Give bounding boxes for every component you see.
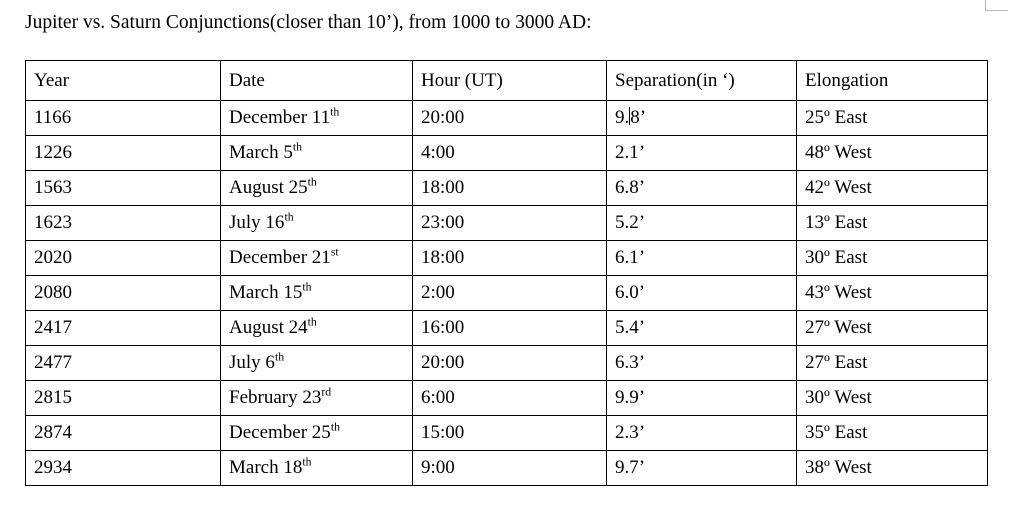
cell-hour: 20:00 <box>413 346 607 381</box>
cell-date <box>221 276 413 311</box>
column-header-hour: Hour (UT) <box>413 61 607 101</box>
cell-separation: 6.0’ <box>607 276 797 311</box>
cell-year: 2477 <box>26 346 221 381</box>
cell-hour: 20:00 <box>413 101 607 136</box>
cell-date-text: March 18 <box>229 457 303 478</box>
cell-separation: 9.7’ <box>607 451 797 486</box>
cell-elongation: 13º East <box>797 206 988 241</box>
column-header-elongation: Elongation <box>797 61 988 101</box>
cell-date-text: February 23 <box>229 387 322 408</box>
cell-elongation: 27º West <box>797 311 988 346</box>
cell-separation: 6.3’ <box>607 346 797 381</box>
cell-date-ordinal: th <box>292 140 302 154</box>
cell-separation: 5.2’ <box>607 206 797 241</box>
cell-hour: 9:00 <box>413 451 607 486</box>
cell-date-text: December 21 <box>229 247 331 268</box>
cell-date <box>221 101 413 136</box>
table-row <box>26 416 988 451</box>
table-row <box>26 311 988 346</box>
table-row <box>26 381 988 416</box>
cell-year: 1226 <box>26 136 221 171</box>
cell-separation: 2.3’ <box>607 416 797 451</box>
cell-year: 1623 <box>26 206 221 241</box>
cell-date-ordinal: th <box>284 210 294 224</box>
table-row <box>26 171 988 206</box>
cell-elongation: 27º East <box>797 346 988 381</box>
column-header-year: Year <box>26 61 221 101</box>
cell-hour: 6:00 <box>413 381 607 416</box>
cell-year: 1166 <box>26 101 221 136</box>
cell-year: 2020 <box>26 241 221 276</box>
column-header-date: Date <box>221 61 413 101</box>
cell-hour: 15:00 <box>413 416 607 451</box>
table-row <box>26 346 988 381</box>
cell-date-text: August 24 <box>229 317 308 338</box>
cell-year: 2080 <box>26 276 221 311</box>
cell-date-text: March 5 <box>229 142 293 163</box>
cell-date <box>221 416 413 451</box>
cell-elongation: 30º East <box>797 241 988 276</box>
cell-date-ordinal: th <box>307 315 317 329</box>
cell-separation: 5.4’ <box>607 311 797 346</box>
cell-separation: 6.8’ <box>607 171 797 206</box>
cell-year: 2874 <box>26 416 221 451</box>
cell-date <box>221 346 413 381</box>
cell-date <box>221 241 413 276</box>
cell-separation-suffix: 8’ <box>630 107 647 128</box>
cell-date <box>221 206 413 241</box>
cell-hour: 18:00 <box>413 241 607 276</box>
page-title: Jupiter vs. Saturn Conjunctions(closer than 10’), from 1000 to 3000 AD: <box>25 12 592 33</box>
cell-year: 2815 <box>26 381 221 416</box>
cell-elongation: 48º West <box>797 136 988 171</box>
cell-date <box>221 136 413 171</box>
cell-year: 2934 <box>26 451 221 486</box>
cell-date-text: August 25 <box>229 177 308 198</box>
conjunctions-table <box>25 60 988 486</box>
cell-date-text: July 6 <box>229 352 275 373</box>
column-header-separation: Separation(in ‘) <box>607 61 797 101</box>
cell-hour: 2:00 <box>413 276 607 311</box>
cell-hour: 16:00 <box>413 311 607 346</box>
cell-hour: 18:00 <box>413 171 607 206</box>
cell-date-ordinal: th <box>330 420 340 434</box>
cell-date-ordinal: th <box>302 280 312 294</box>
cell-year: 1563 <box>26 171 221 206</box>
cell-date-ordinal: th <box>302 455 312 469</box>
table-row <box>26 276 988 311</box>
cell-year: 2417 <box>26 311 221 346</box>
cell-date-ordinal: th <box>274 350 285 364</box>
cell-hour: 23:00 <box>413 206 607 241</box>
cell-date <box>221 381 413 416</box>
cell-date-text: July 16 <box>229 212 285 233</box>
conjunctions-table-container <box>25 60 987 486</box>
cell-elongation: 25º East <box>797 101 988 136</box>
cell-date <box>221 311 413 346</box>
cell-hour: 4:00 <box>413 136 607 171</box>
table-row <box>26 206 988 241</box>
table-row <box>26 101 988 136</box>
cell-date-text: December 25 <box>229 422 331 443</box>
cell-separation <box>607 101 797 136</box>
table-body <box>26 101 988 486</box>
cell-date-text: December 11 <box>229 107 331 128</box>
cell-elongation: 35º East <box>797 416 988 451</box>
cell-separation-prefix: 9. <box>615 107 630 128</box>
cell-elongation: 38º West <box>797 451 988 486</box>
table-header-row <box>26 61 988 101</box>
cell-date-ordinal: th <box>307 175 317 189</box>
cell-separation: 6.1’ <box>607 241 797 276</box>
table-row <box>26 136 988 171</box>
cell-date <box>221 451 413 486</box>
cell-date-ordinal: st <box>330 245 339 259</box>
cell-elongation: 30º West <box>797 381 988 416</box>
cell-separation: 9.9’ <box>607 381 797 416</box>
cell-elongation: 42º West <box>797 171 988 206</box>
table-row <box>26 451 988 486</box>
cell-date-ordinal: th <box>330 105 340 119</box>
table-row <box>26 241 988 276</box>
cell-date <box>221 171 413 206</box>
cell-date-ordinal: rd <box>321 385 332 399</box>
cell-separation: 2.1’ <box>607 136 797 171</box>
cell-date-text: March 15 <box>229 282 303 303</box>
cell-elongation: 43º West <box>797 276 988 311</box>
page-corner-mark <box>985 0 1008 11</box>
